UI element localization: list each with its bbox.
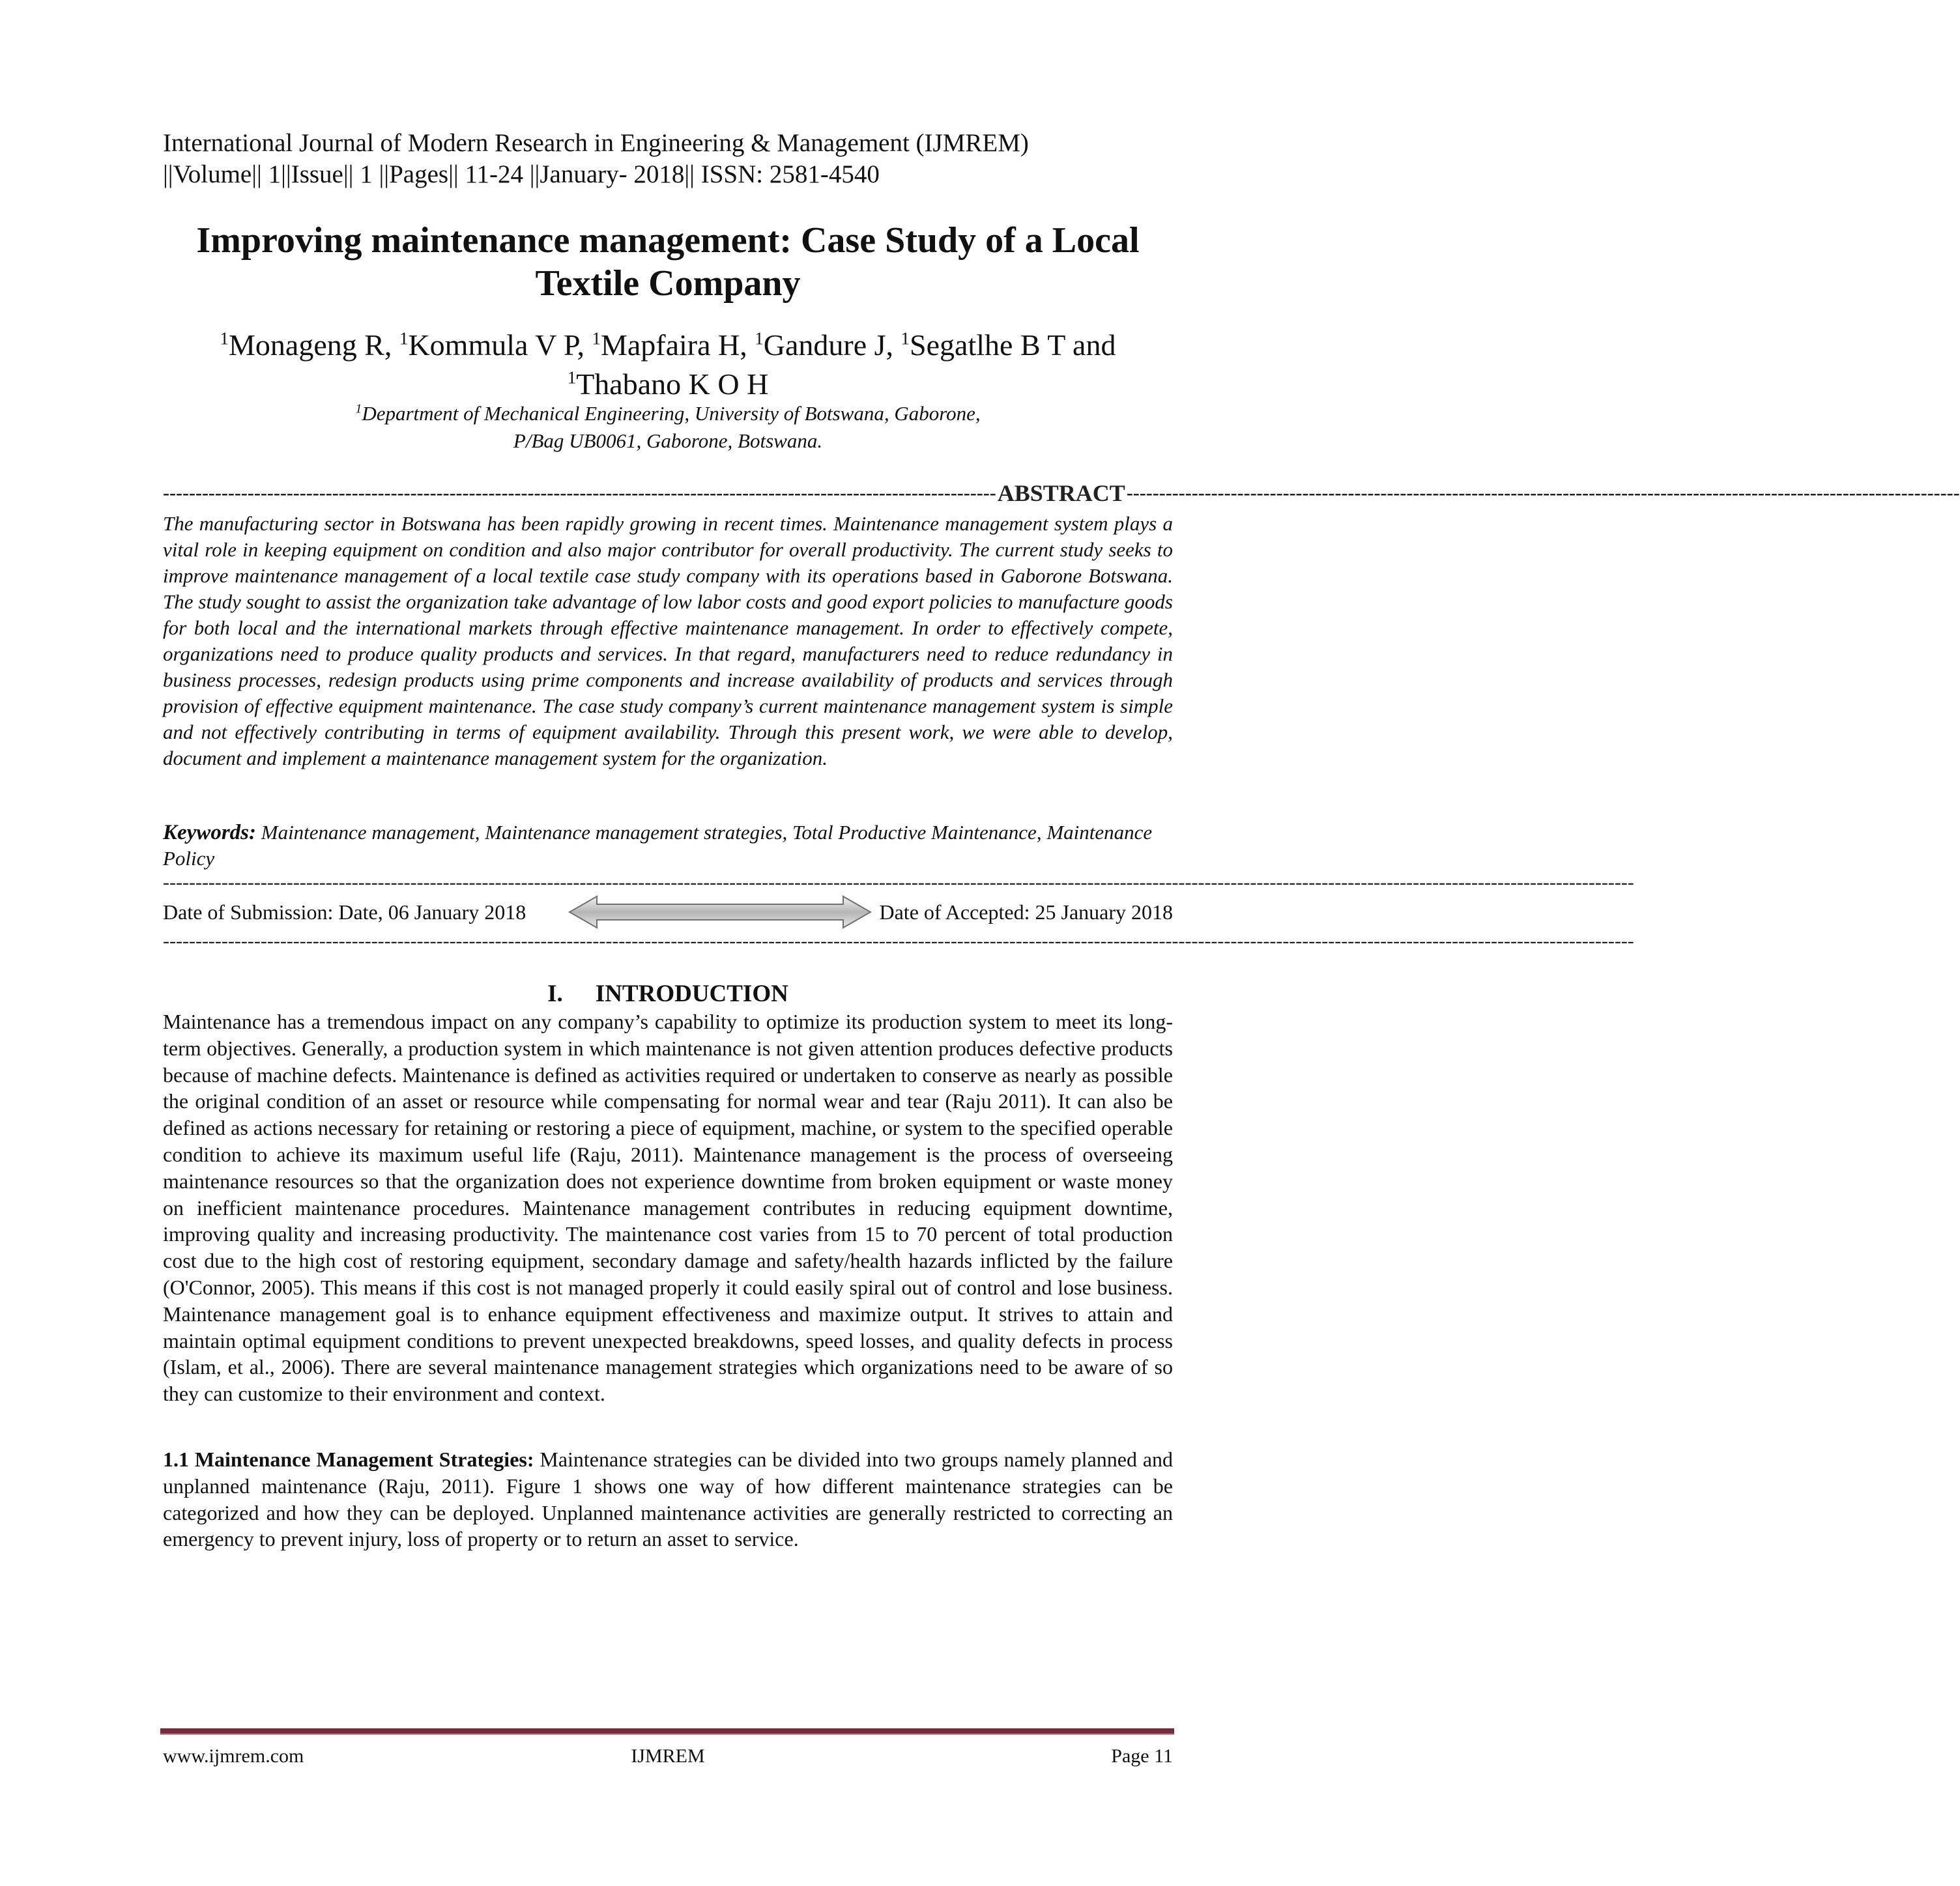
dates-row	[163, 894, 1173, 930]
journal-name: International Journal of Modern Research in Engineering & Management (IJMREM)	[163, 129, 1029, 157]
section-number: I.	[547, 980, 563, 1007]
accepted-date: Date of Accepted: 25 January 2018	[879, 900, 1173, 924]
author-sup: 1	[901, 328, 910, 349]
author-name: Mapfaira H,	[600, 328, 747, 362]
submission-date: Date of Submission: Date, 06 January 2018	[163, 900, 526, 924]
author-list	[163, 326, 1173, 404]
keywords	[163, 820, 1173, 872]
paper-title: Improving maintenance management: Case Study of a Local Textile Company	[196, 220, 1140, 304]
subsection-heading: 1.1 Maintenance Management Strategies:	[163, 1448, 534, 1471]
page-footer	[163, 1743, 1173, 1769]
author-name: Gandure J,	[763, 328, 894, 362]
author-sup: 1	[755, 328, 764, 349]
section-title: INTRODUCTION	[595, 980, 788, 1007]
affiliation	[163, 400, 1173, 455]
double-arrow-icon	[567, 894, 873, 930]
affiliation-line-2: P/Bag UB0061, Gaborone, Botswana.	[513, 429, 823, 452]
author-sup: 1	[399, 328, 409, 349]
author-sup: 1	[220, 328, 229, 349]
keywords-label: Keywords:	[163, 821, 256, 844]
footer-page-number: Page 11	[1111, 1745, 1173, 1767]
journal-header	[163, 128, 1173, 190]
subsection-paragraph	[163, 1446, 1173, 1552]
abstract-heading-row	[163, 480, 1960, 506]
author-line-2	[163, 365, 1173, 404]
keywords-text: Maintenance management, Maintenance management strategies, Total Productive Maintenance, Maintenance Policy	[163, 821, 1153, 870]
abstract-heading: ABSTRACT	[997, 480, 1125, 506]
introduction-paragraph: Maintenance has a tremendous impact on any company’s capability to optimize its production system to meet its long-term objectives. Generally, a production system in which maintenance is not given attention produces defective products because of machine defects. Maintenance is defined as activities required or undertaken to conserve as nearly as possible the original condition of an asset or resource while compensating for normal wear and tear (Raju 2011). It can also be defined as actions necessary for retaining or restoring a piece of equipment, machine, or system to the specified operable condition to achieve its maximum useful life (Raju, 2011). Maintenance management is the process of overseeing maintenance resources so that the organization does not experience downtime from broken equipment or waste money on inefficient maintenance procedures. Maintenance management contributes in reducing equipment downtime, improving quality and increasing productivity. The maintenance cost varies from 15 to 70 percent of total production cost due to the high cost of restoring equipment, secondary damage and safety/health hazards inflicted by the failure (O'Connor, 2005). This means if this cost is not managed properly it could easily spiral out of control and lose business. Maintenance management goal is to enhance equipment effectiveness and maximize output. It strives to attain and maintain optimal equipment conditions to prevent unexpected breakdowns, speed losses, and quality defects in process (Islam, et al., 2006). There are several maintenance management strategies which organizations need to be aware of so they can customize to their environment and context.	[163, 1010, 1173, 1406]
author-name: Kommula V P,	[408, 328, 584, 362]
author-sup: 1	[592, 328, 601, 349]
section-heading	[163, 980, 1173, 1008]
footer-website: www.ijmrem.com	[163, 1745, 304, 1767]
footer-rule	[160, 1728, 1174, 1735]
divider: ----------------------------------------------------------------------------------------------------------------------------------------------------------------------------------------------------------------------------------	[163, 872, 1634, 893]
journal-issue-info: ||Volume|| 1||Issue|| 1 ||Pages|| 11-24 ||January- 2018|| ISSN: 2581-4540	[163, 160, 880, 188]
footer-journal: IJMREM	[631, 1745, 705, 1767]
divider: ----------------------------------------------------------------------------------------------------------------------------------------------------------------------------------------------------------------------------------	[163, 930, 1634, 952]
affiliation-sup: 1	[355, 401, 362, 416]
author-sup: 1	[567, 367, 577, 388]
affiliation-line-1: Department of Mechanical Engineering, University of Botswana, Gaborone,	[362, 402, 981, 425]
subsection-text: Maintenance strategies can be divided into two groups namely planned and unplanned maintenance (Raju, 2011). Figure 1 shows one way of how different maintenance strategies can be categorized and how they can be deployed. Unplanned maintenance activities are generally restricted to correcting an emergency to prevent injury, loss of property or to return an asset to service.	[163, 1448, 1174, 1551]
divider: --------------------------------------------------------------------------------------------------------------------------------	[163, 482, 996, 504]
abstract-text: The manufacturing sector in Botswana has been rapidly growing in recent times. Maintenance management system plays a vital role in keeping equipment on condition and also major contributor for overall productivity. The current study seeks to improve maintenance management of a local textile case study company with its operations based in Gaborone Botswana. The study sought to assist the organization take advantage of low labor costs and good export policies to manufacture goods for both local and the international markets through effective maintenance management. In order to effectively compete, organizations need to produce quality products and services. In that regard, manufacturers need to reduce redundancy in business processes, redesign products using prime components and increase availability of products and services through provision of effective equipment maintenance. The case study company’s current maintenance management system is simple and not effectively contributing in terms of equipment availability. Through this present work, we were able to develop, document and implement a maintenance management system for the organization.	[163, 512, 1173, 769]
author-name: Thabano K O H	[576, 367, 769, 401]
author-line-1	[163, 326, 1173, 365]
author-name: Monageng R,	[229, 328, 392, 362]
author-name: Segatlhe B T and	[910, 328, 1116, 362]
divider: --------------------------------------------------------------------------------------------------------------------------------	[1126, 482, 1960, 504]
